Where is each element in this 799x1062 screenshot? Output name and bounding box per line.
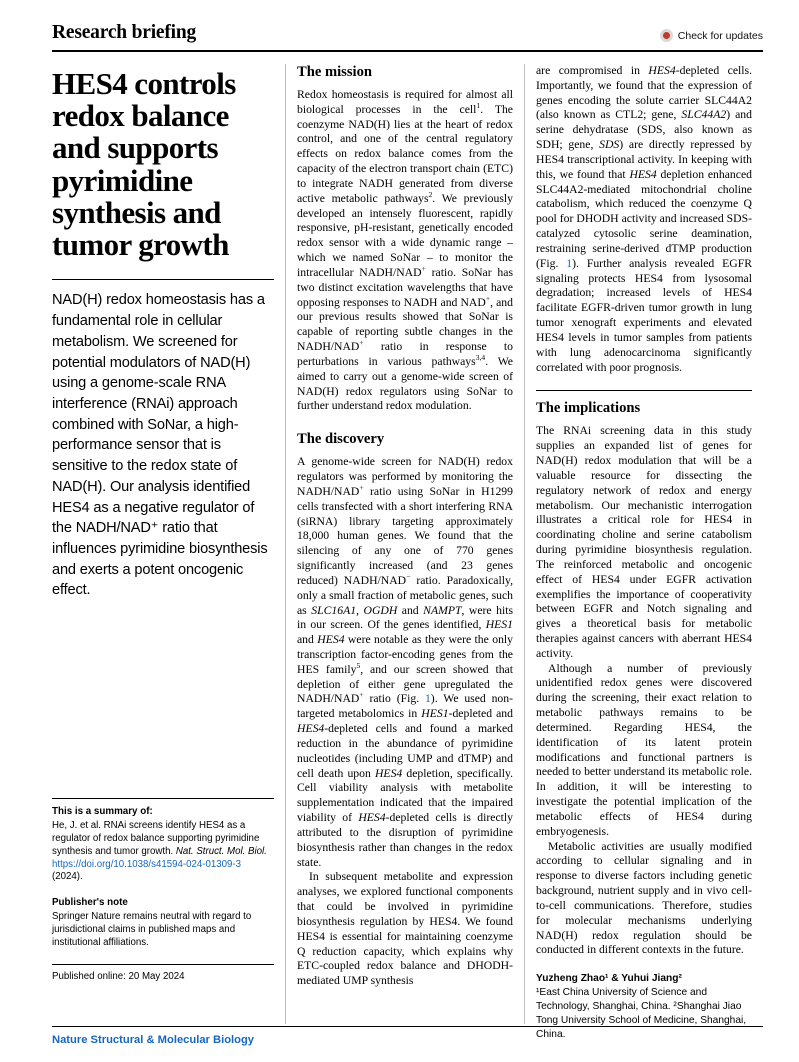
divider <box>52 279 274 280</box>
crossmark-badge-icon <box>660 29 673 42</box>
paragraph: Redox homeostasis is required for almost all biological processes in the cell$^1$. The coenzyme NAD(H) lies at the heart of redox control, and one of the central regulatory effects on redox balance comes from the capacity of the electron transport chain (ETC) to integrate NADH generated from diverse active metabolic pathways$^2$. We previously developed an intensely fluorescent, rapidly responsive, pH-resistant, genetically encoded redox sensor with a wide dynamic range – which we named SoNar – to monitor the intracellular NADH/NAD+ ratio. SoNar has two distinct excitation wavelengths that have opposing responses to NADH and NAD+, and our previous results showed that SoNar is capable of reporting subtle changes in the NADH/NAD+ ratio in response to perturbations in various pathways$^{3,4}$. We aimed to carry out a genome-wide screen of NAD(H) redox regulators using SoNar to further understand redox modulation. <box>297 88 513 413</box>
article-headline: HES4 controls redox balance and supports pyrimidine synthesis and tumor growth <box>52 66 236 263</box>
citation-authors: He, J. et al. RNAi screens identify HES4 as a regulator of redox balance supporting pyrimidine synthesis and tumor growth. <box>52 819 260 857</box>
paragraph: are compromised in HES4-depleted cells. Importantly, we found that the expression of genes encoding the solute carrier SLC44A2 (also known as CTL2; gene, SLC44A2) and serine dehydratase (SDS, also known as SDH; gene, SDS) are directly repressed by HES4 transcriptional activity. In keeping with this, we found that HES4 depletion enhanced SLC44A2-mediated mitochondrial choline catabolism, which reduced the coenzyme Q pool for DHODH activity and increased SDS-catalyzed cytosolic serine deamination, restraining serine-derived dTMP production (Fig. 1). Further analysis revealed EGFR signaling protects HES4 from lysosomal degradation; increased levels of HES4 facilitate EGFR-driven tumor growth in lung tumor xenograft experiments and elevated HES4 levels in tumor samples from patients with lung adenocarcinoma significantly correlated with poor prognosis. <box>536 64 753 374</box>
column-right <box>536 64 753 1040</box>
paragraph: In subsequent metabolite and expression analyses, we explored functional components that could be involved in pyrimidine biosynthesis regulation by HES4. We found HES4 is essential for maintaining coenzyme Q reduction capacity, which explains why ETC-coupled redox balance and DHODH-mediated UMP synthesis <box>297 870 513 988</box>
article-standfirst: NAD(H) redox homeostasis has a fundamental role in cellular metabolism. We screened for potential modulators of NAD(H) using a genome-scale RNA interference (RNAi) approach combined with SoNar, a high-performance sensor that is sensitive to the redox state of NAD(H). Our analysis identified HES4 as a negative regulator of the NADH/NAD⁺ ratio that influences pyrimidine biosynthesis and exerts a potent oncogenic effect. <box>52 292 268 599</box>
check-for-updates-link[interactable] <box>660 29 763 44</box>
citation-journal: Nat. Struct. Mol. Biol. <box>175 845 267 857</box>
section-heading-implications: The implications <box>536 400 641 417</box>
citation-doi-link[interactable]: https://doi.org/10.1038/s41594-024-01309-3 <box>52 858 242 870</box>
summary-block <box>52 798 274 982</box>
paragraph: The RNAi screening data in this study supplies an expanded list of genes for NAD(H) redox modulation that will be a valuable resource for dissecting the regulatory network of redox and energy metabolism. Our mechanistic interrogation illustrates a critical role for HES4 in coordinating choline and serine catabolism during pyrimidine biosynthesis regulation. The reinforced metabolic and oncogenic effect of HES4 under EGFR activation exemplifies the importance of cooperativity between EGFR and Notch signaling and gives a theoretical basis for metabolic therapies against cancers with aberrant HES4 activity. <box>536 424 752 660</box>
publisher-note <box>52 897 274 950</box>
paragraph: Although a number of previously unidentified redox genes were discovered during the screening, their exact relation to metabolic pathways remains to be determined. Regarding HES4, the identification of its latent protein modifications and functional partners is needed to better understand its metabolic role. In addition, it will be interesting to investigate the potential implication of the metabolic effects of HES4 during embryogenesis. <box>536 661 752 838</box>
page-footer <box>52 1026 763 1046</box>
divider <box>52 798 274 799</box>
author-affiliations: ¹East China University of Science and Technology, Shanghai, China. ²Shanghai Jiao Tong University School of Medicine, Shanghai, China. <box>536 987 747 1040</box>
publisher-note-heading: Publisher's note <box>52 897 128 909</box>
section-heading-mission: The mission <box>297 64 373 80</box>
page-title: Research briefing <box>52 22 197 43</box>
page-header <box>52 22 763 52</box>
paragraph: Metabolic activities are usually modified according to cellular signaling and in response to diverse factors including genetic background, nutrient supply and in vivo cell-to-cell communications. Therefore, studies for molecular mechanisms underlying NAD(H) redox regulation should be conducted in different contexts in the future. <box>536 839 752 957</box>
section-heading-discovery: The discovery <box>297 431 385 448</box>
divider <box>536 390 752 391</box>
figure-1-link[interactable]: 1 <box>566 256 573 270</box>
publisher-note-text: Springer Nature remains neutral with regard to jurisdictional claims in published maps and institutional affiliations. <box>52 911 252 949</box>
column-left <box>52 64 274 1024</box>
figure-1-link[interactable]: 1 <box>424 692 431 706</box>
published-online-date: Published online: 20 May 2024 <box>52 964 274 982</box>
column-divider <box>524 64 525 1024</box>
column-divider <box>285 64 286 1024</box>
column-middle <box>297 64 513 1024</box>
paragraph: A genome-wide screen for NAD(H) redox regulators was performed by monitoring the NADH/NAD+ ratio using SoNar in H1299 cells transfected with a short interfering RNA (siRNA) library targeting approximately 18,000 human genes. We found that the silencing of any one of 770 genes significantly increased (and 23 genes reduced) NADH/NAD− ratio. Paradoxically, only a small fraction of metabolic genes, such as SLC16A1, OGDH and NAMPT, were hits in our screen. Of the genes identified, HES1 and HES4 were notable as they were the only transcription factor-encoding genes from the HES family$^5$, and our screen showed that depletion of either gene upregulated the NADH/NAD+ ratio (Fig. 1). We used non-targeted metabolomics in HES1-depleted and HES4-depleted cells and found a marked reduction in the abundance of pyrimidine nucleotides (including UMP and dTMP) and cell death upon HES4 depletion, specifically. Cell viability analysis with metabolite supplementation indicated that the impaired viability of HES4-depleted cells is directly attributed to the disruption of pyrimidine biosynthesis rather than changes in the redox state. <box>297 455 514 869</box>
citation-year: (2024). <box>52 871 83 883</box>
check-for-updates-label: Check for updates <box>677 29 763 42</box>
author-names: Yuzheng Zhao¹ & Yuhui Jiang² <box>536 973 682 985</box>
summary-heading: This is a summary of: <box>52 805 153 817</box>
footer-journal-name[interactable]: Nature Structural & Molecular Biology <box>52 1034 255 1046</box>
summary-citation <box>52 820 274 884</box>
